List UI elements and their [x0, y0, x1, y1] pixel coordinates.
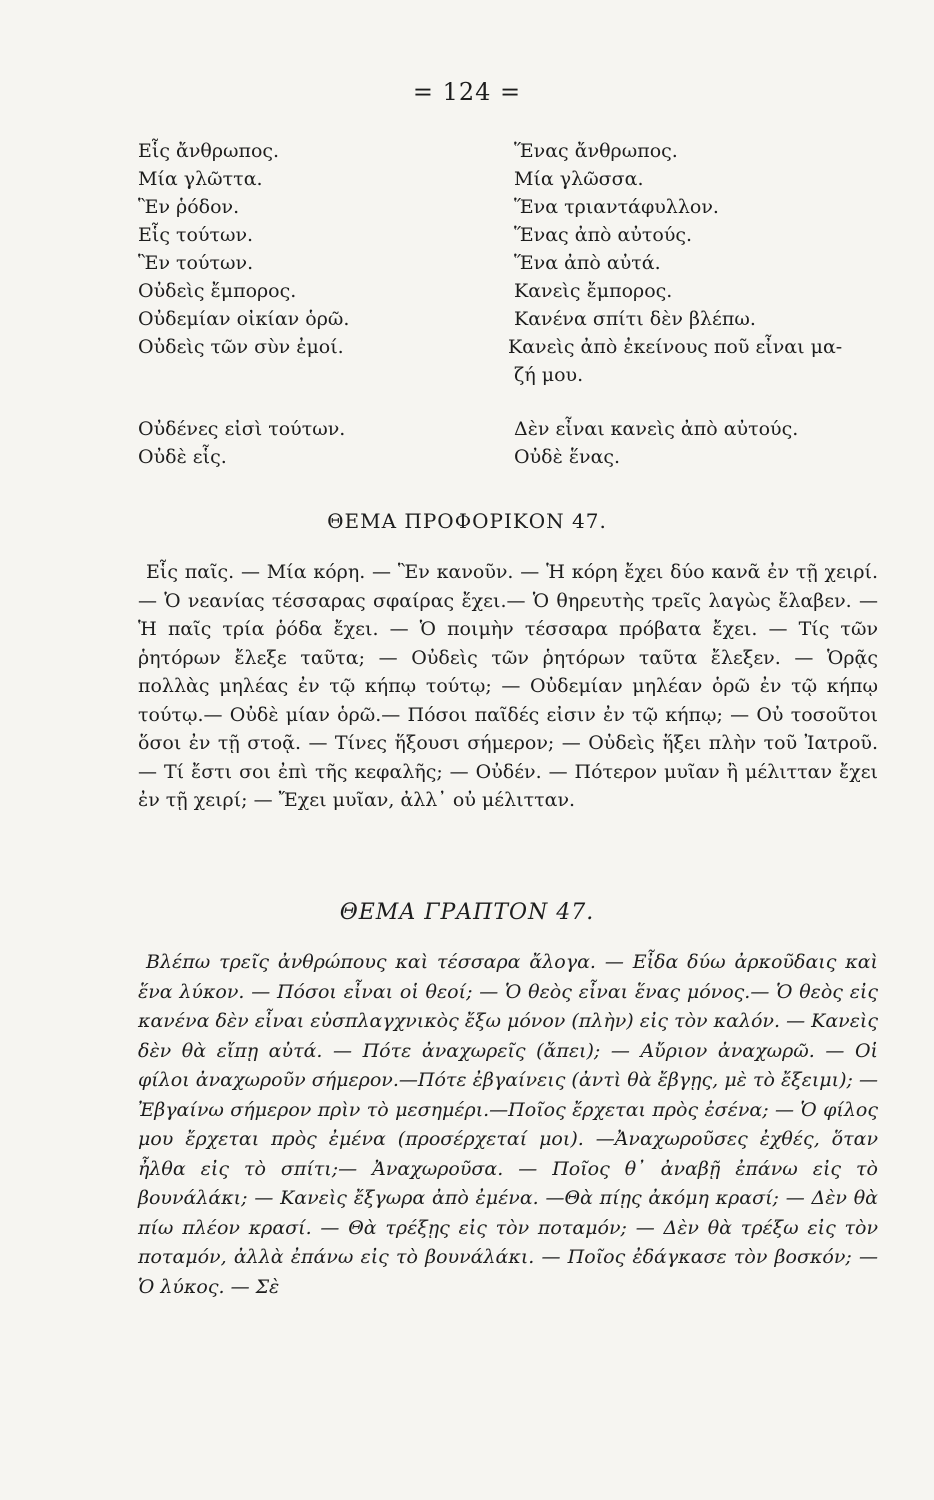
- ancient-greek-phrase: Μία γλῶττα.: [138, 168, 263, 190]
- modern-greek-phrase: Ἕνα τριαντάφυλλον.: [514, 196, 719, 218]
- ancient-greek-phrase: Οὐδεὶς τῶν σὺν ἐμοί.: [138, 336, 344, 358]
- ancient-greek-phrase: Οὐδὲ εἷς.: [138, 446, 227, 468]
- ancient-greek-phrase: Εἷς ἄνθρωπος.: [138, 140, 280, 162]
- pair-row: [138, 336, 843, 364]
- modern-greek-phrase: Δὲν εἶναι κανεὶς ἀπὸ αὐτούς.: [514, 418, 799, 440]
- modern-greek-phrase: Κανεὶς ἔμπορος.: [514, 280, 673, 302]
- modern-greek-phrase: ζή μου.: [514, 364, 584, 386]
- modern-greek-phrase: Μία γλῶσσα.: [514, 168, 644, 190]
- pair-row: [138, 224, 838, 252]
- modern-greek-phrase: Οὐδὲ ἕνας.: [514, 446, 621, 468]
- modern-greek-phrase: Ἕνας ἄνθρωπος.: [514, 140, 678, 162]
- page-number: = 124 =: [412, 78, 522, 106]
- modern-greek-phrase: Ἕνας ἀπὸ αὐτούς.: [514, 224, 693, 246]
- ancient-greek-phrase: Ἓν ῥόδον.: [138, 196, 240, 218]
- pair-row: [138, 168, 838, 196]
- ancient-greek-phrase: Οὐδεμίαν οἰκίαν ὁρῶ.: [138, 308, 350, 330]
- translation-pairs: [138, 140, 843, 474]
- pair-row: [138, 280, 838, 308]
- written-exercise-heading: ΘΕΜΑ ΓΡΑΠΤΟΝ 47.: [339, 900, 595, 925]
- modern-greek-phrase: Κανένα σπίτι δὲν βλέπω.: [514, 308, 756, 330]
- modern-greek-phrase: Ἕνα ἀπὸ αὐτά.: [514, 252, 661, 274]
- oral-exercise-heading: ΘΕΜΑ ΠΡΟΦΟΡΙΚΟΝ 47.: [327, 509, 607, 533]
- pair-spacer: [138, 392, 838, 418]
- modern-greek-phrase: Κανεὶς ἀπὸ ἐκείνους ποῦ εἶναι μα-: [508, 336, 843, 358]
- pair-row: [138, 196, 838, 224]
- pair-row: [138, 446, 838, 474]
- oral-exercise-text: Εἷς παῖς. — Μία κόρη. — Ἓν κανοῦν. — Ἡ κόρη ἔχει δύο κανᾶ ἐν τῇ χειρί. — Ὁ νεανίας τέσσαρας σφαίρας ἔχει.— Ὁ θηρευτὴς τρεῖς λαγὼς ἔλαβεν. — Ἡ παῖς τρία ῥόδα ἔχει. — Ὁ ποιμὴν τέσσαρα πρόβατα ἔχει. — Τίς τῶν ῥητόρων ἔλεξε ταῦτα; — Οὐδεὶς τῶν ῥητόρων ταῦτα ἔλεξεν. — Ὁρᾷς πολλὰς μηλέας ἐν τῷ κήπῳ τούτῳ; — Οὐδεμίαν μηλέαν ὁρῶ ἐν τῷ κήπῳ τούτῳ.— Οὐδὲ μίαν ὁρῶ.— Πόσοι παῖδές εἰσιν ἐν τῷ κήπῳ; — Οὐ τοσοῦτοι ὅσοι ἐν τῇ στοᾷ. — Τίνες ἥξουσι σήμερον; — Οὐδεὶς ἥξει πλὴν τοῦ Ἰατροῦ. — Τί ἔστι σοι ἐπὶ τῆς κεφαλῆς; — Οὐδέν. — Πότερον μυῖαν ἢ μέλιτταν ἔχει ἐν τῇ χειρί; — Ἔχει μυῖαν, ἀλλ᾽ οὐ μέλιτταν.: [138, 561, 878, 811]
- pair-row: [138, 140, 838, 168]
- pair-row: [138, 308, 838, 336]
- ancient-greek-phrase: [138, 364, 514, 392]
- pair-row: [138, 418, 838, 446]
- written-exercise-text: Βλέπω τρεῖς ἀνθρώπους καὶ τέσσαρα ἄλογα. — Εἶδα δύω ἀρκοῦδαις καὶ ἕνα λύκον. — Πόσοι εἶναι οἱ θεοί; — Ὁ θεὸς εἶναι ἕνας μόνος.— Ὁ θεὸς εἰς κανένα δὲν εἶναι εὐσπλαγχνικὸς ἔξω μόνον (πλὴν) εἰς τὸν καλόν. — Κανεὶς δὲν θὰ εἴπῃ αὐτά. — Πότε ἀναχωρεῖς (ἄπει); — Αὔριον ἀναχωρῶ. — Οἱ φίλοι ἀναχωροῦν σήμερον.—Πότε ἐβγαίνεις (ἀντὶ θὰ ἔβγῃς, μὲ τὸ ἔξειμι); —Ἐβγαίνω σήμερον πρὶν τὸ μεσημέρι.—Ποῖος ἔρχεται πρὸς ἐσένα; — Ὁ φίλος μου ἔρχεται πρὸς ἐμένα (προσέρχεταί μοι). —Ἀναχωροῦσες ἐχθές, ὅταν ἦλθα εἰς τὸ σπίτι;— Ἀναχωροῦσα. — Ποῖος θ᾽ ἀναβῇ ἐπάνω εἰς τὸ βουνάλάκι; — Κανεὶς ἔξγωρα ἀπὸ ἐμένα. —Θὰ πίῃς ἀκόμη κρασί; — Δὲν θὰ πίω πλέον κρασί. — Θὰ τρέξῃς εἰς τὸν ποταμόν; — Δὲν θὰ τρέξω εἰς τὸν ποταμόν, ἀλλὰ ἐπάνω εἰς τὸ βουνάλάκι. — Ποῖος ἐδάγκασε τὸν βοσκόν; —Ὁ λύκος. — Σὲ: [138, 951, 878, 1298]
- pair-row: [138, 364, 838, 392]
- ancient-greek-phrase: Ἓν τούτων.: [138, 252, 254, 274]
- ancient-greek-phrase: Οὐδεὶς ἔμπορος.: [138, 280, 297, 302]
- ancient-greek-phrase: Εἷς τούτων.: [138, 224, 254, 246]
- ancient-greek-phrase: Οὐδένες εἰσὶ τούτων.: [138, 418, 346, 440]
- pair-row: [138, 252, 838, 280]
